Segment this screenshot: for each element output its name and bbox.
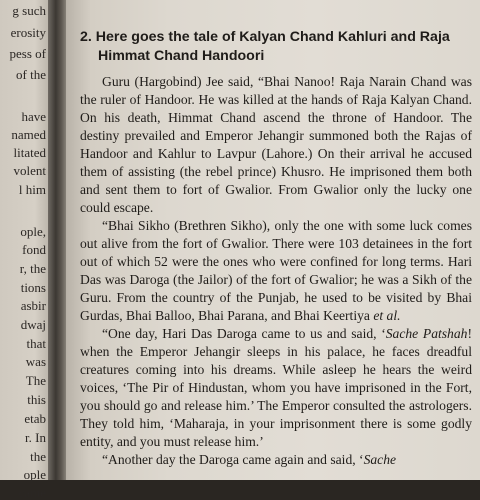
left-page-text-fragment: l him: [18, 182, 46, 197]
paragraph: [80, 217, 472, 325]
left-page-text-fragment: of the: [16, 67, 46, 82]
left-page-text-fragment: fond: [22, 242, 46, 257]
italic-text: Sache Patshah: [385, 326, 468, 341]
left-page-text-fragment: erosity: [10, 25, 46, 40]
left-page-text-fragment: this: [27, 392, 46, 407]
section-heading: [80, 28, 472, 66]
left-page-text-fragment: have: [21, 109, 46, 124]
right-page: [66, 0, 480, 480]
section-title: Here goes the tale of Kalyan Chand Kahluri and Raja Himmat Chand Handoori: [95, 29, 450, 64]
left-page-text-fragment: the: [30, 449, 46, 464]
paragraph-text: “Bhai Sikho (Brethren Sikho), only the one with some luck comes out alive from the fort of Gwalior. There were 103 detainees in the fort out of which 52 were the ones who were confined for long terms. Hari Das was Daroga (the Jailor) of the fort of Gwalior; he was a Sikh of the Guru. From the country of the Punjab, he used to be visited by Bhai Gurdas, Bhai Balloo, Bhai Parana, and Bhai Keertiya: [80, 218, 472, 323]
paragraph-text: “Another day the Daroga came again and said, ‘: [102, 452, 364, 467]
left-page-text-fragment: g such: [12, 3, 46, 18]
left-page-text-fragment: tions: [20, 280, 46, 295]
left-page-text-fragment: litated: [13, 145, 46, 160]
paragraph-text: Guru (Hargobind) Jee said, “Bhai Nanoo! Raja Narain Chand was the ruler of Handoor. He was killed at the hands of Raja Kalyan Chand. On his death, Himmat Chand ascend the throne of Handoor. The destiny prevailed and Emperor Jehangir summoned both the Rajas of Handoor and Kahlur to Lavpur (Lahore.) On their arrival he accused them of assisting (the rebel prince) Khusro. He imprisoned them both and sent them to fort of Gwalior. From Gwalior only the lucky one could escape.: [80, 74, 472, 215]
italic-text: et al.: [373, 308, 401, 323]
left-page-text-fragment: asbir: [20, 298, 46, 313]
left-page-text-fragment: The: [25, 373, 46, 388]
left-page-text-fragment: r. In: [25, 430, 46, 445]
paragraph: [80, 73, 472, 217]
paragraph: [80, 451, 472, 469]
body-text: [80, 73, 472, 469]
paragraph-text: “One day, Hari Das Daroga came to us and said, ‘: [102, 326, 386, 341]
paragraph: [80, 325, 472, 451]
left-page-text-fragment: came: [18, 485, 46, 500]
italic-text: Sache: [363, 452, 397, 467]
left-page-text-fragment: dwaj: [20, 317, 46, 332]
left-page-text-fragment: pess of: [9, 46, 46, 61]
left-page-text-fragment: was: [25, 354, 46, 369]
page-content: [80, 28, 472, 469]
left-page-text-fragment: r, the: [19, 261, 46, 276]
left-page-text-fragment: etab: [24, 411, 46, 426]
left-page-text-fragment: ople,: [20, 224, 46, 239]
left-page-text-fragment: volent: [13, 163, 46, 178]
left-page-text-fragment: named: [11, 127, 46, 142]
left-page-text-fragment: that: [26, 336, 46, 351]
left-page-text-fragment: ople: [23, 467, 46, 482]
left-page: [0, 0, 50, 500]
section-number: 2.: [80, 29, 92, 45]
paragraph-text: ! when the Emperor Jehangir sleeps in his palace, he faces dreadful creatures coming into his dreams. While asleep he hears the weird voices, ‘The Pir of Hindustan, whom you have imprisoned in the Fort, you should go and release him.’ The Emperor consulted the astrologers. They told him, ‘Maharaja, in your imprisonment there is some godly entity, and you must release him.’: [80, 326, 472, 449]
